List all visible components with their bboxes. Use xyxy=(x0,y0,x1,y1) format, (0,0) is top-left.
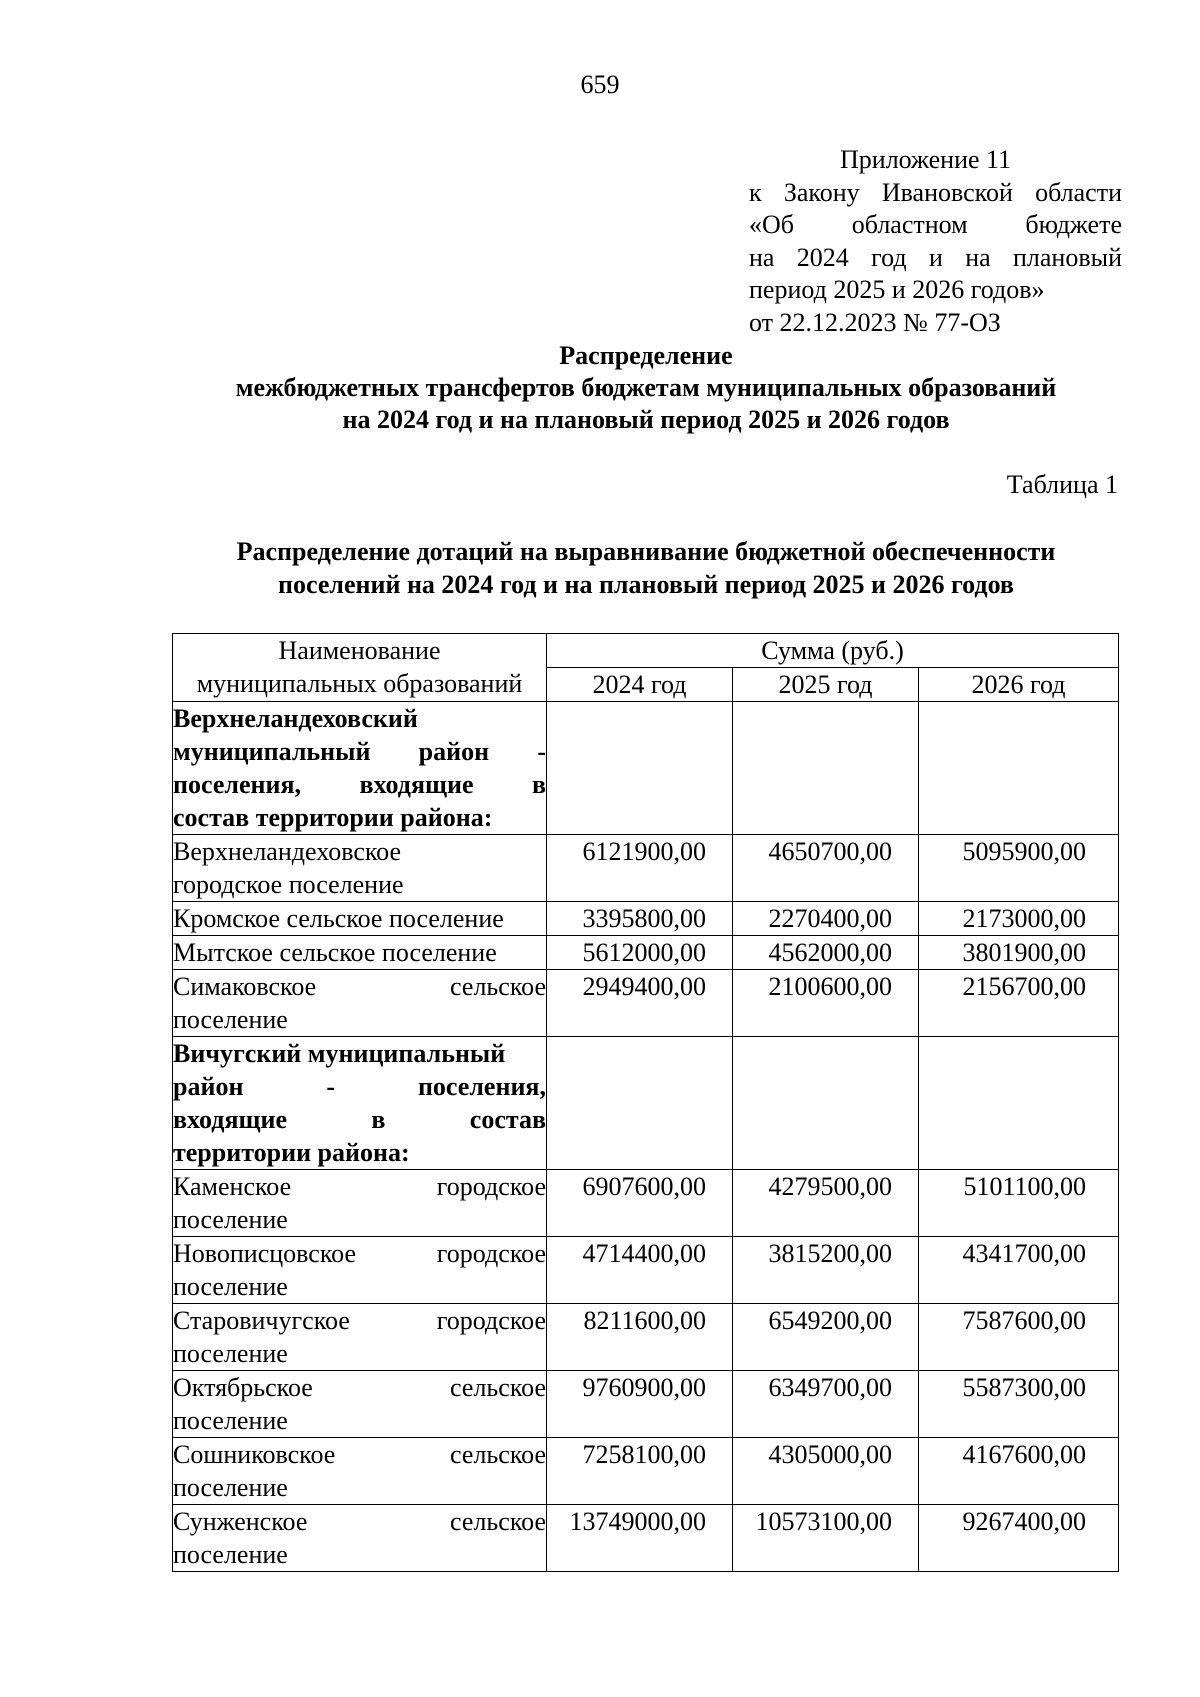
amount-2025: 10573100,00 xyxy=(733,1505,919,1572)
header-year-2025: 2025 год xyxy=(733,668,919,702)
table-row xyxy=(173,1505,1119,1572)
settlement-name xyxy=(173,936,547,970)
appendix-line: к Закону Ивановской области xyxy=(749,177,1122,207)
empty-cell xyxy=(733,702,919,835)
group-title-line: муниципальный район - xyxy=(173,737,546,766)
settlement-name xyxy=(173,1170,547,1237)
group-header-row xyxy=(173,1037,1119,1170)
amount-2024: 6907600,00 xyxy=(547,1170,733,1237)
amount-2026: 9267400,00 xyxy=(919,1505,1119,1572)
empty-cell xyxy=(919,702,1119,835)
table-row xyxy=(173,936,1119,970)
settlement-name-line: поселение xyxy=(173,1540,288,1569)
empty-cell xyxy=(547,1037,733,1170)
empty-cell xyxy=(547,702,733,835)
amount-2026: 4167600,00 xyxy=(919,1438,1119,1505)
amount-2026: 2156700,00 xyxy=(919,970,1119,1037)
settlement-name xyxy=(173,1237,547,1304)
settlement-name-line: Верхнеландеховское xyxy=(173,837,402,866)
appendix-line: «Об областном бюджете xyxy=(749,210,1122,239)
table-title xyxy=(0,535,1200,601)
amount-2025: 4650700,00 xyxy=(733,835,919,902)
appendix-line: на 2024 год и на плановый xyxy=(749,242,1122,272)
settlement-name-line: поселение xyxy=(173,1406,288,1435)
appendix-line: Приложение 11 xyxy=(840,145,1012,174)
settlement-name-line: Сунженское сельское xyxy=(173,1507,546,1536)
header-year-2026: 2026 год xyxy=(919,668,1119,702)
header-row xyxy=(173,634,1119,668)
group-title-line: состав территории района: xyxy=(173,803,493,832)
amount-2025: 4305000,00 xyxy=(733,1438,919,1505)
appendix-line: от 22.12.2023 № 77-ОЗ xyxy=(749,307,1001,337)
settlement-name xyxy=(173,835,547,902)
empty-cell xyxy=(733,1037,919,1170)
amount-2024: 8211600,00 xyxy=(547,1304,733,1371)
title-line: межбюджетных трансфертов бюджетам муниципальных образований xyxy=(235,373,1057,402)
table-row xyxy=(173,1304,1119,1371)
amount-2026: 5101100,00 xyxy=(919,1170,1119,1237)
subtitle-line: Распределение дотаций на выравнивание бюджетной обеспеченности xyxy=(236,537,1056,566)
amount-2024: 5612000,00 xyxy=(547,936,733,970)
header-name xyxy=(173,634,547,702)
group-title xyxy=(173,702,547,835)
settlement-name-line: Каменское городское xyxy=(173,1172,546,1201)
table-label: Таблица 1 xyxy=(1006,470,1118,499)
amount-2025: 4279500,00 xyxy=(733,1170,919,1237)
settlement-name xyxy=(173,970,547,1037)
header-year-2024: 2024 год xyxy=(547,668,733,702)
amount-2026: 4341700,00 xyxy=(919,1237,1119,1304)
amount-2025: 6549200,00 xyxy=(733,1304,919,1371)
page-number: 659 xyxy=(580,70,620,99)
group-title-line: Вичугский муниципальный xyxy=(173,1039,506,1068)
group-header-row xyxy=(173,702,1119,835)
empty-cell xyxy=(919,1037,1119,1170)
amount-2025: 3815200,00 xyxy=(733,1237,919,1304)
settlement-name-line: Симаковское сельское xyxy=(173,972,546,1001)
amount-2026: 7587600,00 xyxy=(919,1304,1119,1371)
settlement-name-line: поселение xyxy=(173,1005,288,1034)
group-title-line: входящие в состав xyxy=(173,1105,546,1134)
table-row xyxy=(173,1237,1119,1304)
settlement-name-line: поселение xyxy=(173,1205,288,1234)
settlement-name-line: Сошниковское сельское xyxy=(173,1440,546,1469)
settlement-name-line: Октябрьское сельское xyxy=(173,1373,546,1402)
settlement-name-line: поселение xyxy=(173,1473,288,1502)
header-sum: Сумма (руб.) xyxy=(547,634,1119,668)
table-row xyxy=(173,1371,1119,1438)
title-line: Распределение xyxy=(559,341,733,370)
settlement-name-line: поселение xyxy=(173,1339,288,1368)
table-row xyxy=(173,1438,1119,1505)
header-name-line: муниципальных образований xyxy=(196,669,523,698)
amount-2026: 2173000,00 xyxy=(919,902,1119,936)
settlement-name-line: Кромское сельское поселение xyxy=(173,904,504,933)
table-row xyxy=(173,835,1119,902)
amount-2025: 2100600,00 xyxy=(733,970,919,1037)
amount-2026: 5095900,00 xyxy=(919,835,1119,902)
amount-2024: 2949400,00 xyxy=(547,970,733,1037)
subsidy-table xyxy=(172,633,1119,1572)
amount-2025: 6349700,00 xyxy=(733,1371,919,1438)
header-name-line: Наименование xyxy=(278,636,441,665)
group-title-line: район - поселения, xyxy=(173,1072,546,1101)
amount-2024: 13749000,00 xyxy=(547,1505,733,1572)
table-row xyxy=(173,902,1119,936)
amount-2024: 7258100,00 xyxy=(547,1438,733,1505)
settlement-name xyxy=(173,1304,547,1371)
amount-2024: 3395800,00 xyxy=(547,902,733,936)
group-title-line: территории района: xyxy=(173,1138,410,1167)
group-title-line: поселения, входящие в xyxy=(173,770,546,799)
group-title-line: Верхнеландеховский xyxy=(173,704,418,733)
group-title xyxy=(173,1037,547,1170)
amount-2024: 9760900,00 xyxy=(547,1371,733,1438)
amount-2024: 4714400,00 xyxy=(547,1237,733,1304)
subtitle-line: поселений на 2024 год и на плановый период 2025 и 2026 годов xyxy=(278,570,1014,599)
settlement-name xyxy=(173,1371,547,1438)
table-row xyxy=(173,1170,1119,1237)
amount-2026: 5587300,00 xyxy=(919,1371,1119,1438)
settlement-name xyxy=(173,1438,547,1505)
amount-2025: 4562000,00 xyxy=(733,936,919,970)
settlement-name xyxy=(173,1505,547,1572)
amount-2026: 3801900,00 xyxy=(919,936,1119,970)
settlement-name-line: Новописцовское городское xyxy=(173,1239,546,1268)
appendix-line: период 2025 и 2026 годов» xyxy=(749,275,1045,304)
amount-2024: 6121900,00 xyxy=(547,835,733,902)
amount-2025: 2270400,00 xyxy=(733,902,919,936)
settlement-name-line: городское поселение xyxy=(173,870,404,899)
settlement-name-line: Мытское сельское поселение xyxy=(173,938,497,967)
table-row xyxy=(173,970,1119,1037)
settlement-name-line: поселение xyxy=(173,1272,288,1301)
title-line: на 2024 год и на плановый период 2025 и 2026 годов xyxy=(342,405,950,434)
appendix-note xyxy=(749,144,1122,339)
settlement-name xyxy=(173,902,547,936)
settlement-name-line: Старовичугское городское xyxy=(173,1306,546,1335)
document-title xyxy=(0,340,1200,436)
